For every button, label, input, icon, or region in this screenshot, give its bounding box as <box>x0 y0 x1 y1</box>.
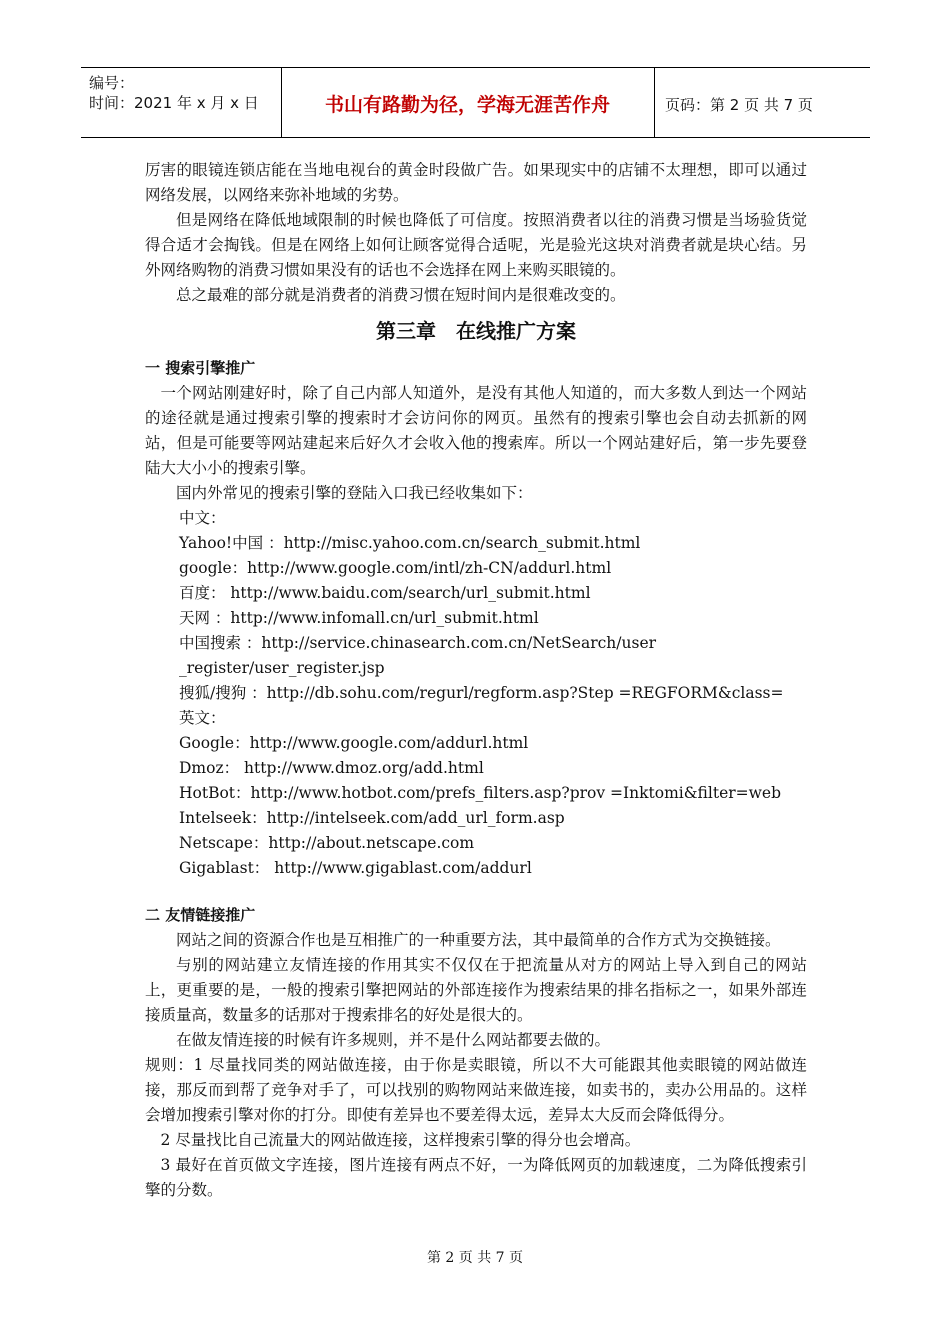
list-item: Yahoo!中国 ：http://misc.yahoo.com.cn/search_submit.html <box>179 534 641 552</box>
list-item: Intelseek：http://intelseek.com/add_url_form.asp <box>179 809 565 827</box>
header-page-info: 页码：第 2 页 共 7 页 <box>665 96 813 114</box>
paragraph: 3 最好在首页做文字连接，图片连接有两点不好，一为降低网页的加载速度，二为降低搜索引擎的分数。 <box>145 1156 807 1199</box>
document-date: 时间：2021 年 x 月 x 日 <box>89 94 259 112</box>
section-heading: 二 友情链接推广 <box>145 906 256 924</box>
section-heading: 一 搜索引擎推广 <box>145 359 256 377</box>
header-meta-cell <box>81 68 282 137</box>
header-motto: 书山有路勤为径，学海无涯苦作舟 <box>324 94 610 116</box>
list-item: Gigablast： http://www.gigablast.com/addurl <box>179 859 532 877</box>
list-item: Netscape：http://about.netscape.com <box>179 834 475 852</box>
paragraph: 国内外常见的搜索引擎的登陆入口我已经收集如下： <box>176 484 533 502</box>
list-item: HotBot：http://www.hotbot.com/prefs_filters.asp?prov =Inktomi&filter=web <box>179 784 781 802</box>
list-item: Google：http://www.google.com/addurl.html <box>179 734 529 752</box>
page-footer: 第 2 页 共 7 页 <box>426 1250 524 1266</box>
header-motto-cell <box>281 68 655 137</box>
paragraph: 网站之间的资源合作也是互相推广的一种重要方法，其中最简单的合作方式为交换链接。 <box>176 931 781 949</box>
list-label: 中文： <box>179 509 226 527</box>
list-label: 英文： <box>179 709 226 727</box>
paragraph: 厉害的眼镜连锁店能在当地电视台的黄金时段做广告。如果现实中的店铺不太理想，即可以通过网络发展，以网络来弥补地域的劣势。 <box>145 161 807 204</box>
list-item: 百度： http://www.baidu.com/search/url_submit.html <box>179 584 591 602</box>
paragraph: 在做友情连接的时候有许多规则，并不是什么网站都要去做的。 <box>176 1031 611 1049</box>
document-number: 编号： <box>89 74 135 92</box>
page-header <box>81 67 870 138</box>
header-page-cell <box>655 68 870 137</box>
paragraph: 一个网站刚建好时，除了自己内部人知道外，是没有其他人知道的，而大多数人到达一个网站的途径就是通过搜索引擎的搜索时才会访问你的网页。虽然有的搜索引擎也会自动去抓新的网站，但是可能要等网站建起来后好久才会收入他的搜索库。所以一个网站建好后，第一步先要登陆大大小小的搜索引擎。 <box>145 384 807 477</box>
list-item: google：http://www.google.com/intl/zh-CN/addurl.html <box>179 559 612 577</box>
paragraph: 2 尽量找比自己流量大的网站做连接，这样搜索引擎的得分也会增高。 <box>160 1131 641 1149</box>
link-list <box>145 506 807 881</box>
list-item: Dmoz： http://www.dmoz.org/add.html <box>179 759 484 777</box>
chapter-title: 第三章 在线推广方案 <box>376 319 576 343</box>
list-item: 搜狐/搜狗 ：http://db.sohu.com/regurl/regform.asp?Step =REGFORM&class= <box>179 684 784 702</box>
list-item: 中国搜索 ：http://service.chinasearch.com.cn/NetSearch/user _register/user_register.jsp <box>179 634 657 677</box>
paragraph: 与别的网站建立友情连接的作用其实不仅仅在于把流量从对方的网站上导入到自己的网站上，更重要的是，一般的搜索引擎把网站的外部连接作为搜索结果的排名指标之一，如果外部连接质量高，数量多的话那对于搜索排名的好处是很大的。 <box>145 956 807 1024</box>
paragraph: 规则：1 尽量找同类的网站做连接，由于你是卖眼镜，所以不大可能跟其他卖眼镜的网站做连接，那反而到帮了竞争对手了，可以找别的购物网站来做连接，如卖书的，卖办公用品的。这样会增加搜索引擎对你的打分。即使有差异也不要差得太远，差异太大反而会降低得分。 <box>145 1056 807 1124</box>
list-item: 天网 ：http://www.infomall.cn/url_submit.html <box>179 609 539 627</box>
paragraph: 总之最难的部分就是消费者的消费习惯在短时间内是很难改变的。 <box>176 286 626 304</box>
document-body <box>145 158 807 1203</box>
paragraph: 但是网络在降低地域限制的时候也降低了可信度。按照消费者以往的消费习惯是当场验货觉得合适才会掏钱。但是在网络上如何让顾客觉得合适呢，光是验光这块对消费者就是块心结。另外网络购物的消费习惯如果没有的话也不会选择在网上来购买眼镜的。 <box>145 211 807 279</box>
